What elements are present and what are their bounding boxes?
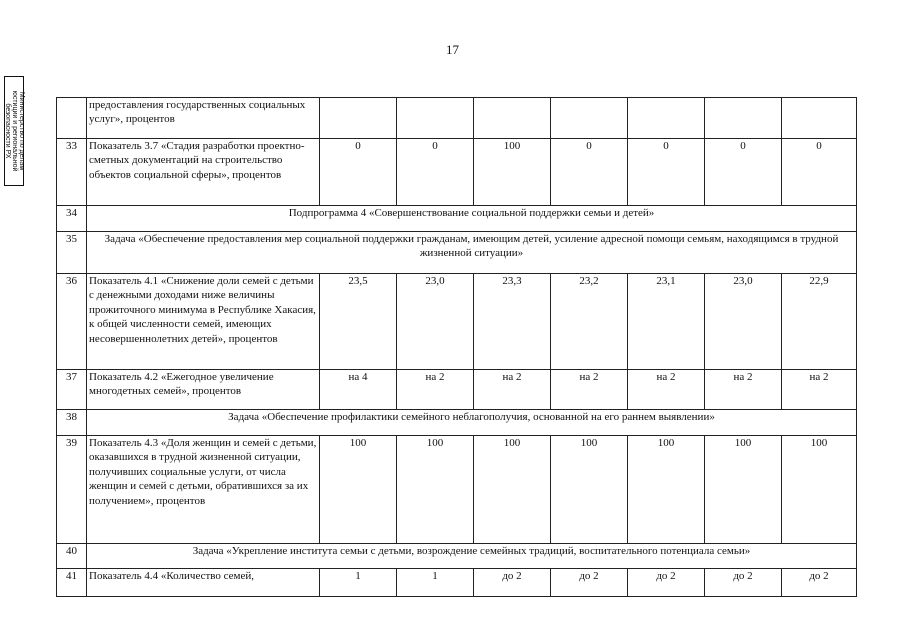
indicator-row — [57, 98, 857, 139]
indicator-row — [57, 370, 857, 410]
indicator-value — [397, 98, 474, 139]
indicator-row — [57, 569, 857, 597]
indicator-value: 0 — [551, 139, 628, 206]
indicator-value: на 2 — [782, 370, 857, 410]
row-number: 41 — [57, 569, 87, 597]
indicator-value: 100 — [320, 436, 397, 544]
indicator-name: Показатель 3.7 «Стадия разработки проектно-сметных документаций на строительство объектов социальной сферы», процентов — [87, 139, 320, 206]
row-number: 35 — [57, 232, 87, 274]
indicator-value: 100 — [474, 139, 551, 206]
indicator-name: Показатель 4.1 «Снижение доли семей с детьми с денежными доходами ниже величины прожиточного минимума в Республике Хакасия, к общей численности семей, имеющих несовершеннолетних детей», процентов — [87, 274, 320, 370]
indicator-value: 0 — [397, 139, 474, 206]
section-heading: Задача «Укрепление института семьи с детьми, возрождение семейных традиций, воспитательного потенциала семьи» — [87, 544, 857, 569]
row-number: 38 — [57, 410, 87, 436]
section-heading-row — [57, 544, 857, 569]
indicator-value: 100 — [551, 436, 628, 544]
indicator-value: на 2 — [705, 370, 782, 410]
indicator-value: 0 — [628, 139, 705, 206]
indicator-value: 0 — [320, 139, 397, 206]
indicator-value — [705, 98, 782, 139]
row-number: 39 — [57, 436, 87, 544]
stamp-line: Министерство по делам — [17, 91, 25, 171]
indicator-value: 0 — [782, 139, 857, 206]
indicator-value: до 2 — [628, 569, 705, 597]
indicator-value — [782, 98, 857, 139]
indicator-value: на 2 — [628, 370, 705, 410]
indicator-value — [551, 98, 628, 139]
indicator-value: до 2 — [705, 569, 782, 597]
indicator-value: 23,5 — [320, 274, 397, 370]
indicator-value: 23,3 — [474, 274, 551, 370]
indicator-value: 1 — [397, 569, 474, 597]
indicator-value: до 2 — [474, 569, 551, 597]
row-number: 36 — [57, 274, 87, 370]
indicator-row — [57, 436, 857, 544]
indicator-value — [474, 98, 551, 139]
stamp-line: безопасности РХ — [3, 103, 11, 159]
section-heading-row — [57, 410, 857, 436]
row-number: 40 — [57, 544, 87, 569]
row-number: 34 — [57, 206, 87, 232]
section-heading: Задача «Обеспечение профилактики семейного неблагополучия, основанной на его раннем выявлении» — [87, 410, 857, 436]
indicator-value: 23,2 — [551, 274, 628, 370]
indicator-value: 23,0 — [397, 274, 474, 370]
section-heading: Подпрограмма 4 «Совершенствование социальной поддержки семьи и детей» — [87, 206, 857, 232]
indicator-value: 22,9 — [782, 274, 857, 370]
row-number — [57, 98, 87, 139]
indicator-value — [320, 98, 397, 139]
row-number: 33 — [57, 139, 87, 206]
indicator-value: 23,1 — [628, 274, 705, 370]
indicator-value: на 2 — [551, 370, 628, 410]
indicator-name: предоставления государственных социальных услуг», процентов — [87, 98, 320, 139]
indicator-row — [57, 274, 857, 370]
indicator-value: 1 — [320, 569, 397, 597]
indicator-value: 23,0 — [705, 274, 782, 370]
indicator-value: 0 — [705, 139, 782, 206]
section-heading: Задача «Обеспечение предоставления мер социальной поддержки гражданам, имеющим детей, усиление адресной помощи семьям, находящимся в трудной жизненной ситуации» — [87, 232, 857, 274]
indicator-value: на 4 — [320, 370, 397, 410]
page-number: 17 — [446, 42, 459, 57]
indicator-value: до 2 — [551, 569, 628, 597]
indicator-value: 100 — [782, 436, 857, 544]
stamp-line: юстиции и региональной — [10, 90, 18, 172]
table-body — [57, 98, 857, 597]
indicator-value: 100 — [474, 436, 551, 544]
indicator-value: на 2 — [474, 370, 551, 410]
section-heading-row — [57, 206, 857, 232]
indicator-value — [628, 98, 705, 139]
indicator-value: 100 — [628, 436, 705, 544]
indicator-value: 100 — [397, 436, 474, 544]
indicator-name: Показатель 4.2 «Ежегодное увеличение многодетных семей», процентов — [87, 370, 320, 410]
indicator-row — [57, 139, 857, 206]
indicator-name: Показатель 4.3 «Доля женщин и семей с детьми, оказавшихся в трудной жизненной ситуации, получивших социальные услуги, от числа женщин и семей с детьми, обратившихся за их получением», процентов — [87, 436, 320, 544]
stamp-text — [3, 78, 25, 184]
ministry-stamp — [4, 76, 24, 186]
indicator-value: на 2 — [397, 370, 474, 410]
indicators-table — [56, 97, 857, 597]
section-heading-row — [57, 232, 857, 274]
indicator-value: 100 — [705, 436, 782, 544]
row-number: 37 — [57, 370, 87, 410]
indicator-name: Показатель 4.4 «Количество семей, — [87, 569, 320, 597]
indicator-value: до 2 — [782, 569, 857, 597]
